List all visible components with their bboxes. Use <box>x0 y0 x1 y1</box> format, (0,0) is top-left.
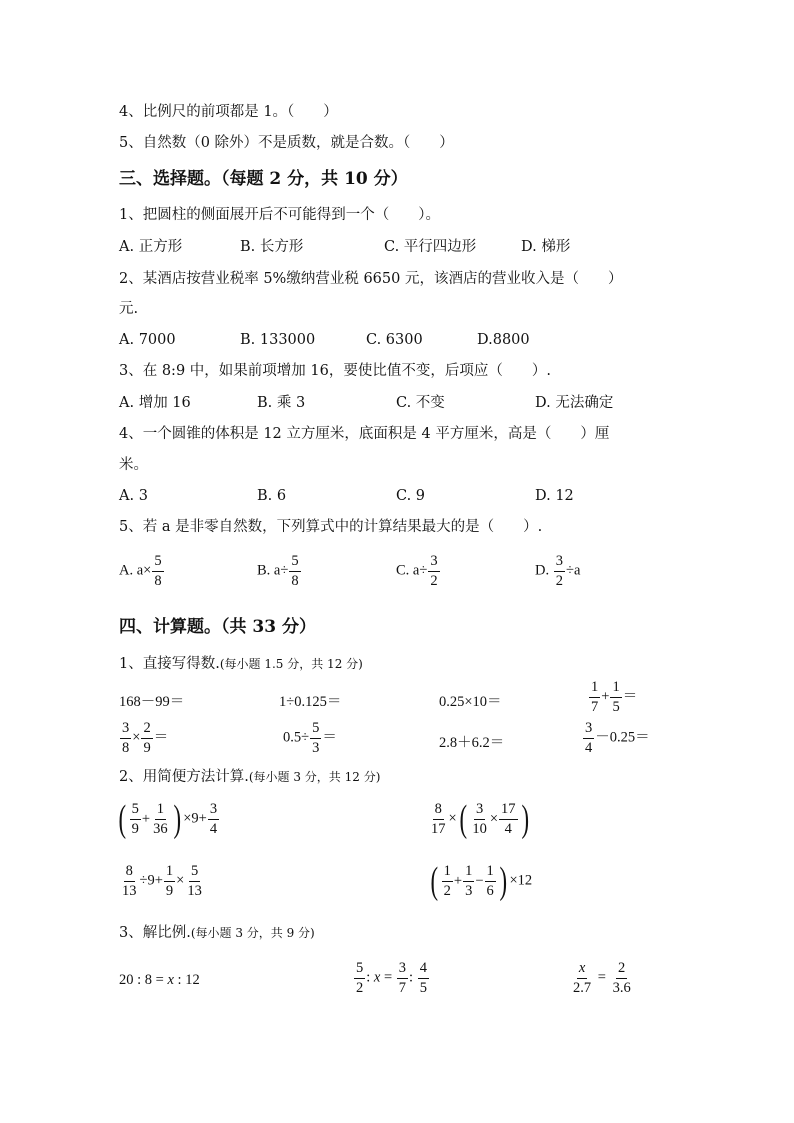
calc-part-1-title: 1、直接写得数.(每小题 1.5 分，共 12 分) <box>119 656 363 672</box>
section-4-title: 四、计算题。（共 33 分） <box>119 617 316 637</box>
choice-q4-option-d: D. 12 <box>535 488 574 504</box>
oral-item-7: 2.8＋6.2＝ <box>439 735 505 751</box>
simplify-expr-3: $\frac{8}{13}$ ÷9+ $\frac{1}{9}$ × $\frac{5}{13}$ <box>122 863 202 899</box>
proportion-1: 20 : 8 = x : 12 <box>119 972 200 988</box>
judge-q4: 4、比例尺的前项都是 1。（ ） <box>119 104 338 120</box>
oral-item-8: $\frac{3}{4}$ －0.25＝ <box>585 720 650 756</box>
choice-q3-option-d: D. 无法确定 <box>535 395 614 411</box>
choice-q1-option-c: C. 平行四边形 <box>384 239 477 255</box>
simplify-expr-1: ( 5 9 + $\frac{1}{36}$ ) ×9+ $\frac{3}{4}$ <box>118 798 218 840</box>
oral-item-5: $\frac{3}{8}$ × $\frac{2}{9}$ ＝ <box>122 720 169 756</box>
choice-q1-option-a: A. 正方形 <box>119 239 183 255</box>
choice-q3-option-c: C. 不变 <box>396 395 445 411</box>
choice-q4-cont: 米。 <box>119 457 148 473</box>
choice-q2-option-a: A. 7000 <box>119 332 176 348</box>
choice-q2-option-d: D.8800 <box>477 332 530 348</box>
choice-q5-option-d: D. $\frac{3}{2}$ ÷a <box>535 553 581 589</box>
choice-q3-option-b: B. 乘 3 <box>257 395 306 411</box>
calc-part-2-title: 2、用简便方法计算.(每小题 3 分，共 12 分) <box>119 769 381 785</box>
calc-part-3-title: 3、解比例.(每小题 3 分，共 9 分) <box>119 925 315 941</box>
section-3-title: 三、选择题。（每题 2 分，共 10 分） <box>119 169 408 189</box>
choice-q3: 3、在 8:9 中，如果前项增加 16，要使比值不变，后项应（ ）. <box>119 363 551 379</box>
choice-q2-cont: 元. <box>119 301 139 317</box>
choice-q5: 5、若 a 是非零自然数，下列算式中的计算结果最大的是（ ）. <box>119 519 543 535</box>
choice-q2: 2、某酒店按营业税率 5%缴纳营业税 6650 元，该酒店的营业收入是（ ） <box>119 271 623 287</box>
choice-q3-option-a: A. 增加 16 <box>119 395 191 411</box>
choice-q2-option-c: C. 6300 <box>366 332 423 348</box>
choice-q4-option-b: B. 6 <box>257 488 287 504</box>
choice-q4-option-a: A. 3 <box>119 488 148 504</box>
judge-q5: 5、自然数（0 除外）不是质数，就是合数。（ ） <box>119 135 454 151</box>
proportion-3: $\frac{x}{2.7}$ = $\frac{2}{3.6}$ <box>573 960 631 996</box>
oral-item-1: 168－99＝ <box>119 694 185 710</box>
oral-item-4: $\frac{1}{7}$ + $\frac{1}{5}$ ＝ <box>591 679 638 715</box>
choice-q4: 4、一个圆锥的体积是 12 立方厘米，底面积是 4 平方厘米，高是（ ）厘 <box>119 426 610 442</box>
simplify-expr-4: ( 1 2 + $\frac{1}{3}$ − $\frac{1}{6}$ ) ×12 <box>430 860 533 902</box>
choice-q1-option-b: B. 长方形 <box>240 239 304 255</box>
choice-q5-option-b: B. a÷ $\frac{5}{8}$ <box>257 553 299 589</box>
proportion-2: $\frac{5}{2}$ : x = $\frac{3}{7}$ : $\frac{4}{5}$ <box>356 960 427 996</box>
choice-q1: 1、把圆柱的侧面展开后不可能得到一个（ ）。 <box>119 207 440 223</box>
oral-item-6: 0.5÷ $\frac{5}{3}$ ＝ <box>283 720 337 756</box>
choice-q4-option-c: C. 9 <box>396 488 426 504</box>
choice-q5-option-a: A. a× $\frac{5}{8}$ <box>119 553 162 589</box>
choice-q2-option-b: B. 133000 <box>240 332 316 348</box>
simplify-expr-2: $\frac{8}{17}$ × ( $\frac{3}{10}$ × $\frac{17}{4}$ ) <box>431 798 529 840</box>
choice-q1-option-d: D. 梯形 <box>521 239 571 255</box>
oral-item-2: 1÷0.125＝ <box>279 694 342 710</box>
choice-q5-option-c: C. a÷ $\frac{3}{2}$ <box>396 553 438 589</box>
oral-item-3: 0.25×10＝ <box>439 694 502 710</box>
